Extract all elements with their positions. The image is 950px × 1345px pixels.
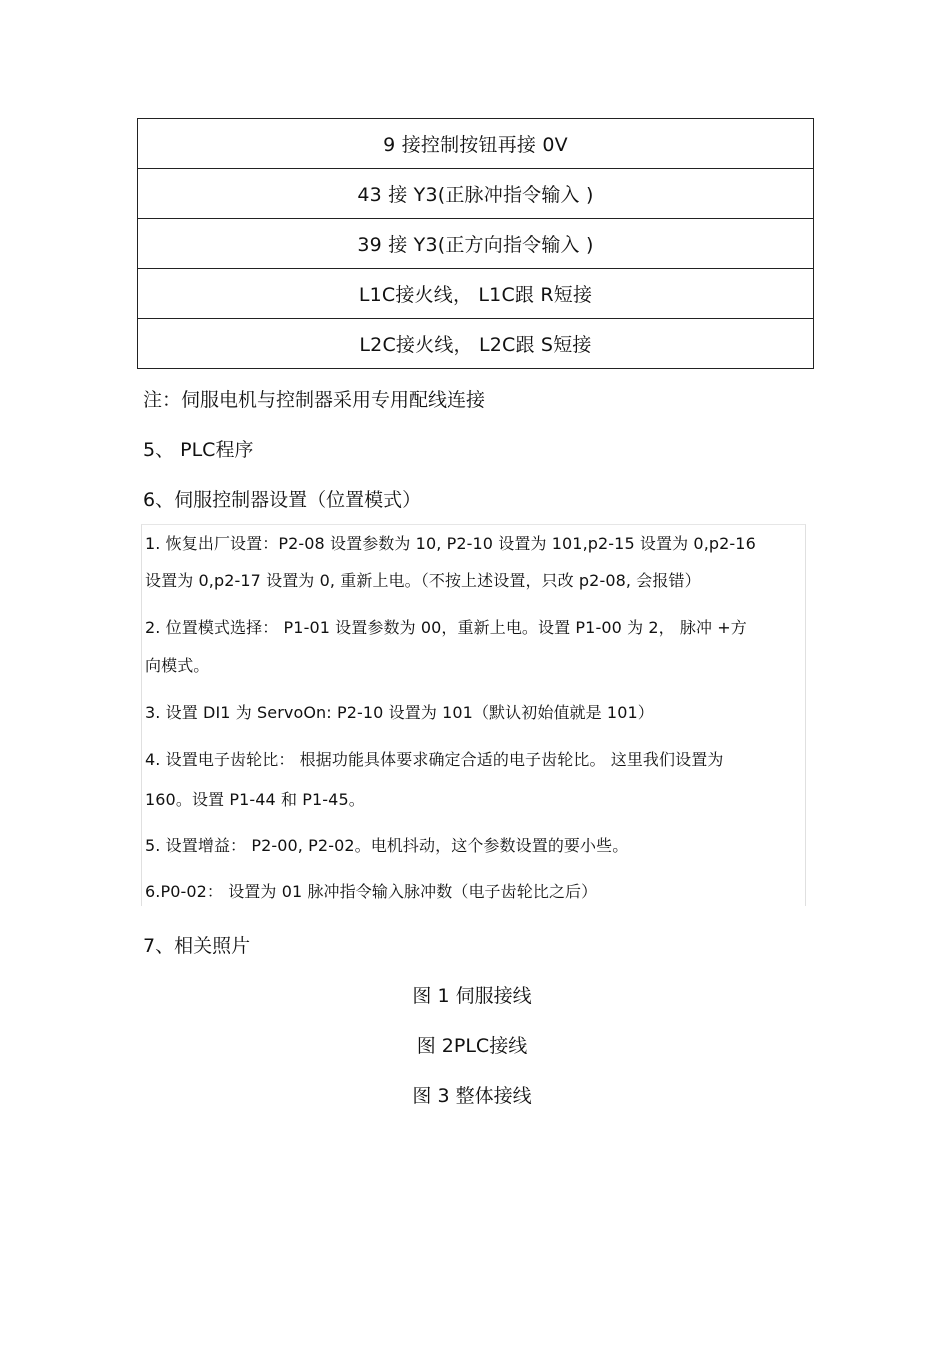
wiring-table [137, 118, 814, 369]
table-row [138, 269, 814, 319]
figure-caption-2: 图 2PLC接线 [416, 1035, 528, 1057]
table-row [138, 119, 814, 169]
settings-line: 1. 恢复出厂设置：P2-08 设置参数为 10, P2-10 设置为 101,p2-15 设置为 0,p2-16 [145, 534, 756, 553]
table-row [138, 219, 814, 269]
settings-line: 3. 设置 DI1 为 ServoOn: P2-10 设置为 101（默认初始值就是 101） [145, 703, 654, 722]
settings-block [141, 524, 806, 906]
settings-line: 5. 设置增益： P2-00, P2-02。电机抖动，这个参数设置的要小些。 [145, 836, 629, 855]
settings-line: 4. 设置电子齿轮比： 根据功能具体要求确定合适的电子齿轮比。 这里我们设置为 [145, 750, 724, 769]
figure-caption-3: 图 3 整体接线 [412, 1085, 532, 1107]
table-cell: L1C接火线， L1C跟 R短接 [138, 269, 814, 319]
note-text: 注：伺服电机与控制器采用专用配线连接 [143, 389, 486, 411]
settings-line: 设置为 0,p2-17 设置为 0, 重新上电。（不按上述设置，只改 p2-08, 会报错） [145, 571, 701, 590]
section-heading-servo-settings: 6、伺服控制器设置（位置模式） [143, 489, 422, 511]
settings-line: 6.P0-02： 设置为 01 脉冲指令输入脉冲数（电子齿轮比之后） [145, 882, 598, 901]
table-row [138, 319, 814, 369]
figure-caption-1: 图 1 伺服接线 [412, 985, 532, 1007]
table-cell: 43 接 Y3(正脉冲指令输入 ) [138, 169, 814, 219]
table-cell: 9 接控制按钮再接 0V [138, 119, 814, 169]
section-heading-plc-program: 5、 PLC程序 [143, 439, 254, 461]
table-row [138, 169, 814, 219]
table-cell: L2C接火线， L2C跟 S短接 [138, 319, 814, 369]
settings-line: 160。设置 P1-44 和 P1-45。 [145, 790, 365, 809]
settings-line: 2. 位置模式选择： P1-01 设置参数为 00，重新上电。设置 P1-00 为 2， 脉冲 +方 [145, 618, 747, 637]
table-cell: 39 接 Y3(正方向指令输入 ) [138, 219, 814, 269]
settings-line: 向模式。 [145, 656, 210, 675]
section-heading-photos: 7、相关照片 [143, 935, 251, 957]
